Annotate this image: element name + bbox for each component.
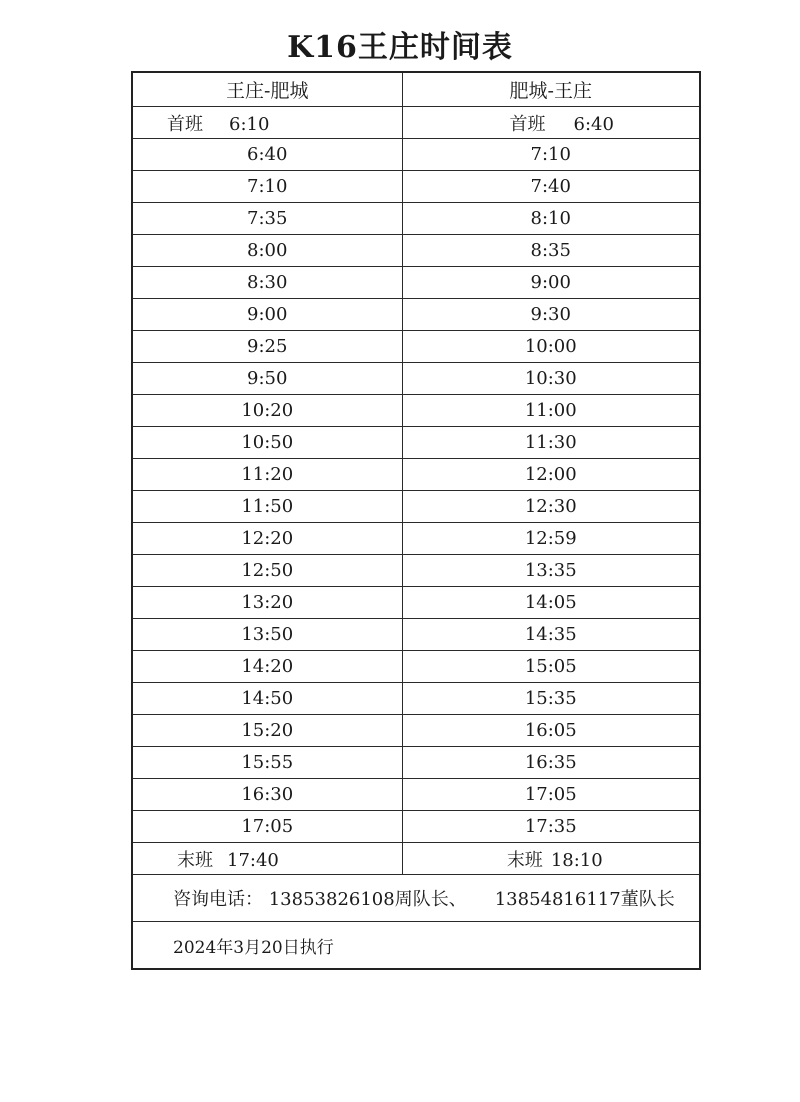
departure-time-outbound: 9:00 — [132, 299, 402, 331]
departure-time-return: 7:40 — [402, 171, 700, 203]
departure-time-outbound: 12:20 — [132, 523, 402, 555]
contact-label: 咨询电话： — [173, 889, 263, 910]
departure-time-outbound: 9:50 — [132, 363, 402, 395]
header-row — [132, 72, 700, 107]
time-row — [132, 491, 700, 523]
departure-time-return: 12:00 — [402, 459, 700, 491]
departure-time-return: 12:59 — [402, 523, 700, 555]
page-title: K16王庄时间表 — [287, 30, 513, 65]
departure-time-outbound: 13:20 — [132, 587, 402, 619]
time-row — [132, 427, 700, 459]
departure-time-outbound: 12:50 — [132, 555, 402, 587]
first-bus-row — [132, 107, 700, 139]
last-bus-label: 末班 — [177, 849, 213, 871]
column-header-feicheng-wangzhuang: 肥城-王庄 — [402, 72, 700, 107]
departure-time-outbound: 10:50 — [132, 427, 402, 459]
last-bus-row — [132, 843, 700, 875]
departure-time-return: 15:35 — [402, 683, 700, 715]
departure-time-return: 11:30 — [402, 427, 700, 459]
first-bus-label: 首班 — [167, 113, 203, 135]
time-row — [132, 715, 700, 747]
departure-time-return: 8:35 — [402, 235, 700, 267]
departure-time-return: 10:30 — [402, 363, 700, 395]
departure-time-outbound: 8:00 — [132, 235, 402, 267]
time-row — [132, 139, 700, 171]
time-row — [132, 363, 700, 395]
departure-time-return: 14:05 — [402, 587, 700, 619]
departure-time-outbound: 8:30 — [132, 267, 402, 299]
time-row — [132, 523, 700, 555]
last-bus-time-return: 18:10 — [550, 849, 603, 871]
departure-time-return: 12:30 — [402, 491, 700, 523]
first-bus-label: 首班 — [509, 113, 546, 135]
departure-time-outbound: 14:50 — [132, 683, 402, 715]
time-row — [132, 619, 700, 651]
departure-time-outbound: 6:40 — [132, 139, 402, 171]
time-row — [132, 683, 700, 715]
effective-date-row — [132, 922, 700, 970]
time-row — [132, 651, 700, 683]
departure-time-outbound: 7:35 — [132, 203, 402, 235]
column-header-wangzhuang-feicheng: 王庄-肥城 — [132, 72, 402, 107]
time-row — [132, 811, 700, 843]
departure-time-outbound: 7:10 — [132, 171, 402, 203]
contact-phone-1: 13853826108周队长、 — [268, 889, 467, 910]
departure-time-return: 9:30 — [402, 299, 700, 331]
departure-time-return: 17:35 — [402, 811, 700, 843]
time-row — [132, 555, 700, 587]
departure-time-outbound: 15:20 — [132, 715, 402, 747]
time-row — [132, 395, 700, 427]
departure-time-outbound: 9:25 — [132, 331, 402, 363]
departure-time-outbound: 10:20 — [132, 395, 402, 427]
departure-time-return: 9:00 — [402, 267, 700, 299]
effective-date: 2024年3月20日执行 — [173, 937, 334, 958]
time-row — [132, 331, 700, 363]
departure-time-outbound: 15:55 — [132, 747, 402, 779]
first-bus-time-return: 6:40 — [573, 113, 614, 135]
departure-time-return: 16:05 — [402, 715, 700, 747]
time-row — [132, 267, 700, 299]
time-row — [132, 171, 700, 203]
contact-phone-2: 13854816117董队长 — [494, 889, 675, 910]
departure-time-return: 7:10 — [402, 139, 700, 171]
last-bus-time-outbound: 17:40 — [227, 849, 279, 871]
last-bus-label: 末班 — [506, 849, 543, 871]
departure-time-return: 10:00 — [402, 331, 700, 363]
departure-time-outbound: 13:50 — [132, 619, 402, 651]
first-bus-time-outbound: 6:10 — [229, 113, 270, 135]
departure-time-outbound: 17:05 — [132, 811, 402, 843]
departure-time-return: 8:10 — [402, 203, 700, 235]
time-row — [132, 459, 700, 491]
time-row — [132, 747, 700, 779]
departure-time-return: 16:35 — [402, 747, 700, 779]
departure-time-return: 15:05 — [402, 651, 700, 683]
time-row — [132, 203, 700, 235]
time-row — [132, 779, 700, 811]
departure-time-outbound: 16:30 — [132, 779, 402, 811]
departure-time-outbound: 14:20 — [132, 651, 402, 683]
contact-row — [132, 875, 700, 922]
time-row — [132, 587, 700, 619]
departure-time-outbound: 11:20 — [132, 459, 402, 491]
timetable — [131, 71, 701, 970]
departure-time-outbound: 11:50 — [132, 491, 402, 523]
departure-time-return: 17:05 — [402, 779, 700, 811]
departure-time-return: 11:00 — [402, 395, 700, 427]
departure-time-return: 14:35 — [402, 619, 700, 651]
departure-time-return: 13:35 — [402, 555, 700, 587]
time-row — [132, 299, 700, 331]
time-row — [132, 235, 700, 267]
